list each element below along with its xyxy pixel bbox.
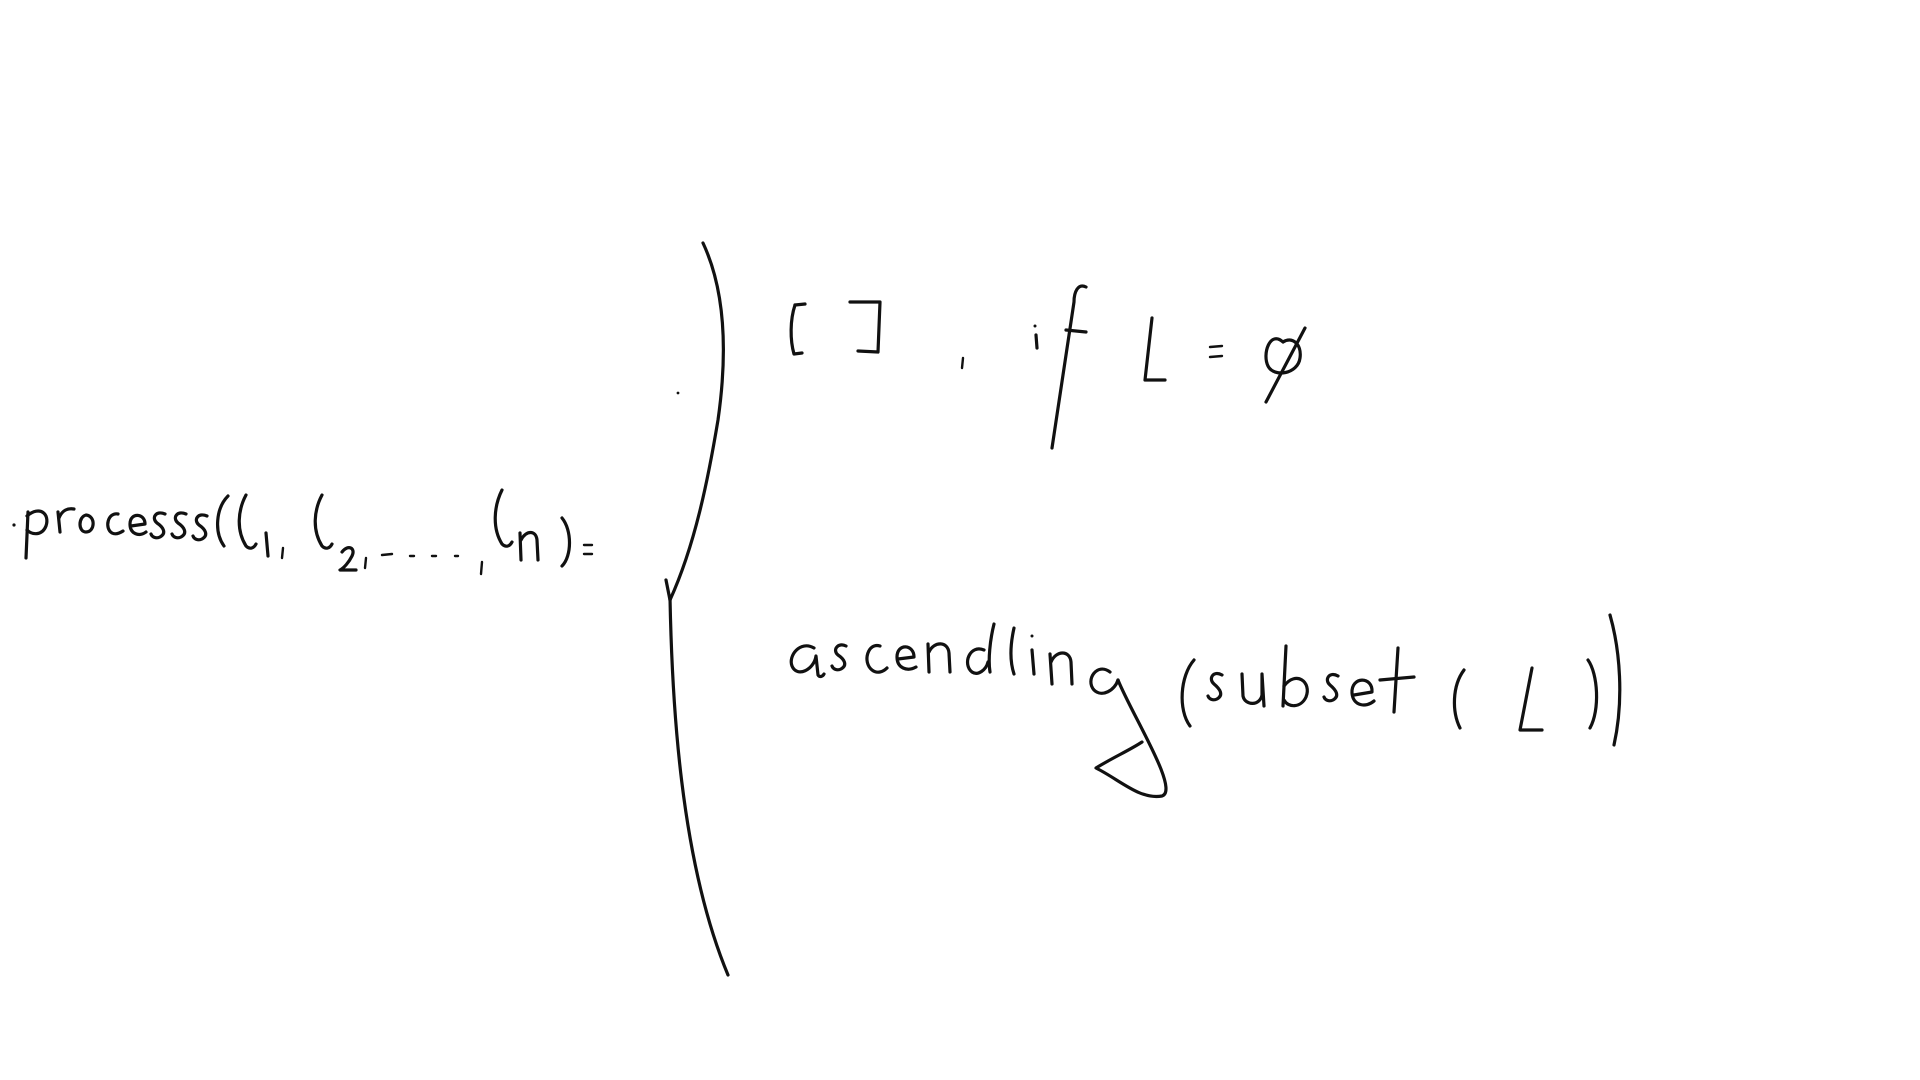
lhs-handwriting — [12, 490, 592, 574]
case-empty-handwriting — [791, 286, 1305, 448]
curly-brace — [666, 243, 728, 975]
case-ascending-handwriting — [791, 615, 1620, 797]
